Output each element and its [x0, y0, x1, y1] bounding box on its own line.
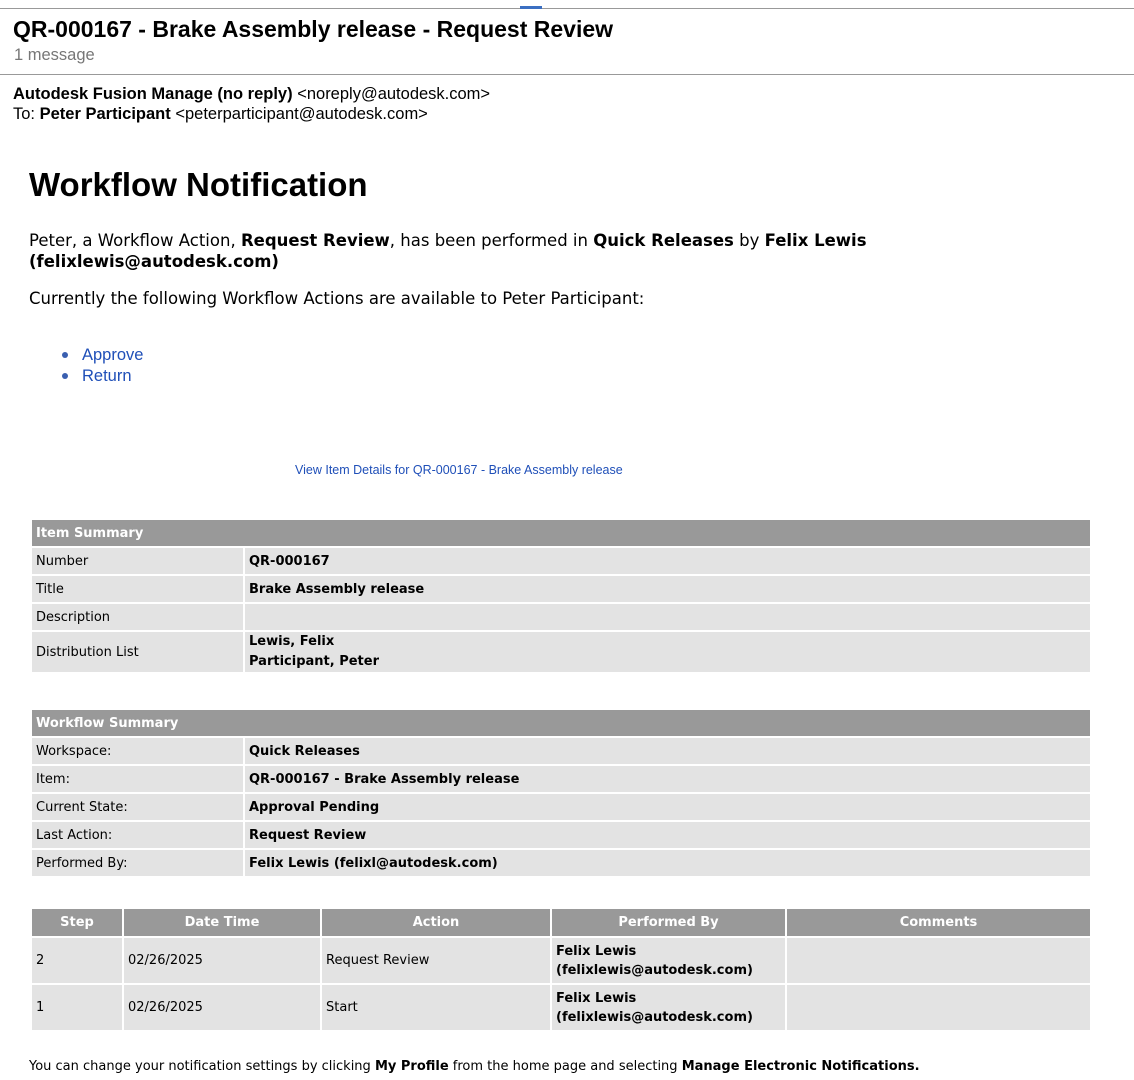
- distribution-entry: Participant, Peter: [249, 654, 379, 669]
- table-row: [32, 604, 1090, 630]
- msg-text-1: Peter, a Workflow Action,: [29, 231, 241, 250]
- manage-notifications-text: Manage Electronic Notifications.: [681, 1059, 920, 1074]
- table-row: [32, 576, 1090, 602]
- workflow-history-table: [30, 907, 1092, 1032]
- row-label: Number: [32, 548, 243, 574]
- list-item: [62, 345, 143, 366]
- date-cell: 02/26/2025: [124, 985, 320, 1030]
- action-cell: Start: [322, 985, 550, 1030]
- msg-text-2: , has been performed in: [389, 231, 594, 250]
- row-label: Last Action:: [32, 822, 243, 848]
- row-label: Item:: [32, 766, 243, 792]
- return-link[interactable]: Return: [82, 367, 132, 385]
- list-item: [62, 366, 143, 387]
- msg-user: Felix Lewis (felixlewis@autodesk.com): [29, 231, 867, 271]
- to-label: To:: [13, 105, 36, 123]
- performer-name: Felix Lewis: [556, 943, 637, 959]
- row-label: Workspace:: [32, 738, 243, 764]
- workflow-summary-table: [30, 708, 1092, 878]
- bullet-icon: [62, 373, 68, 379]
- notification-settings-note: [29, 1059, 920, 1074]
- row-value: Brake Assembly release: [245, 576, 1090, 602]
- item-summary-header: Item Summary: [32, 520, 1090, 546]
- footer-text-1: You can change your notification settings by clicking: [29, 1059, 375, 1074]
- row-value: [245, 604, 1090, 630]
- comments-cell: [787, 938, 1090, 983]
- comments-cell: [787, 985, 1090, 1030]
- table-row: [32, 548, 1090, 574]
- msg-text-3: by: [733, 231, 765, 250]
- step-cell: 1: [32, 985, 122, 1030]
- col-header-step: Step: [32, 909, 122, 936]
- row-label: Performed By:: [32, 850, 243, 876]
- msg-workspace: Quick Releases: [593, 231, 734, 250]
- col-header-performed-by: Performed By: [552, 909, 785, 936]
- workflow-actions-list: [62, 345, 143, 387]
- performer-name: Felix Lewis: [556, 990, 637, 1006]
- row-value: Quick Releases: [245, 738, 1090, 764]
- row-value: Felix Lewis (felixl@autodesk.com): [245, 850, 1090, 876]
- view-item-details-link[interactable]: View Item Details for QR-000167 - Brake Assembly release: [295, 463, 623, 477]
- top-divider: [0, 8, 1134, 9]
- email-subject: QR-000167 - Brake Assembly release - Request Review: [13, 16, 614, 42]
- approve-link[interactable]: Approve: [82, 346, 144, 364]
- col-header-action: Action: [322, 909, 550, 936]
- row-value: QR-000167: [245, 548, 1090, 574]
- message-count: 1 message: [14, 46, 95, 64]
- table-row: [32, 850, 1090, 876]
- col-header-comments: Comments: [787, 909, 1090, 936]
- performer-email: (felixlewis@autodesk.com): [556, 962, 753, 978]
- table-row: [32, 794, 1090, 820]
- footer-text-2: from the home page and selecting: [448, 1059, 682, 1074]
- performed-by-cell: [552, 985, 785, 1030]
- available-actions-text: Currently the following Workflow Actions are available to Peter Participant:: [29, 289, 645, 308]
- row-value: Request Review: [245, 822, 1090, 848]
- step-cell: 2: [32, 938, 122, 983]
- item-summary-table: [30, 518, 1092, 674]
- my-profile-text: My Profile: [374, 1059, 449, 1074]
- distribution-entry: Lewis, Felix: [249, 634, 335, 649]
- row-value: [245, 632, 1090, 672]
- row-label: Description: [32, 604, 243, 630]
- row-label: Distribution List: [32, 632, 243, 672]
- performer-email: (felixlewis@autodesk.com): [556, 1009, 753, 1025]
- col-header-date-time: Date Time: [124, 909, 320, 936]
- table-row: [32, 632, 1090, 672]
- performed-by-cell: [552, 938, 785, 983]
- notification-heading: Workflow Notification: [29, 166, 368, 203]
- table-row: [32, 822, 1090, 848]
- date-cell: 02/26/2025: [124, 938, 320, 983]
- recipient-email: <peterparticipant@autodesk.com>: [175, 105, 428, 123]
- sender-name[interactable]: Autodesk Fusion Manage (no reply): [13, 85, 293, 103]
- notification-message: [29, 230, 1029, 272]
- recipient-name[interactable]: Peter Participant: [39, 105, 171, 123]
- row-label: Title: [32, 576, 243, 602]
- table-row: [32, 985, 1090, 1030]
- header-divider: [0, 74, 1134, 75]
- bullet-icon: [62, 352, 68, 358]
- table-row: [32, 938, 1090, 983]
- row-value: Approval Pending: [245, 794, 1090, 820]
- recipient-line: [13, 105, 428, 124]
- row-label: Current State:: [32, 794, 243, 820]
- sender-email: <noreply@autodesk.com>: [297, 85, 491, 103]
- table-row: [32, 766, 1090, 792]
- row-value: QR-000167 - Brake Assembly release: [245, 766, 1090, 792]
- action-cell: Request Review: [322, 938, 550, 983]
- msg-action: Request Review: [240, 231, 390, 250]
- workflow-summary-header: Workflow Summary: [32, 710, 1090, 736]
- active-tab-indicator: [520, 6, 542, 9]
- sender-line: [13, 85, 490, 104]
- table-row: [32, 738, 1090, 764]
